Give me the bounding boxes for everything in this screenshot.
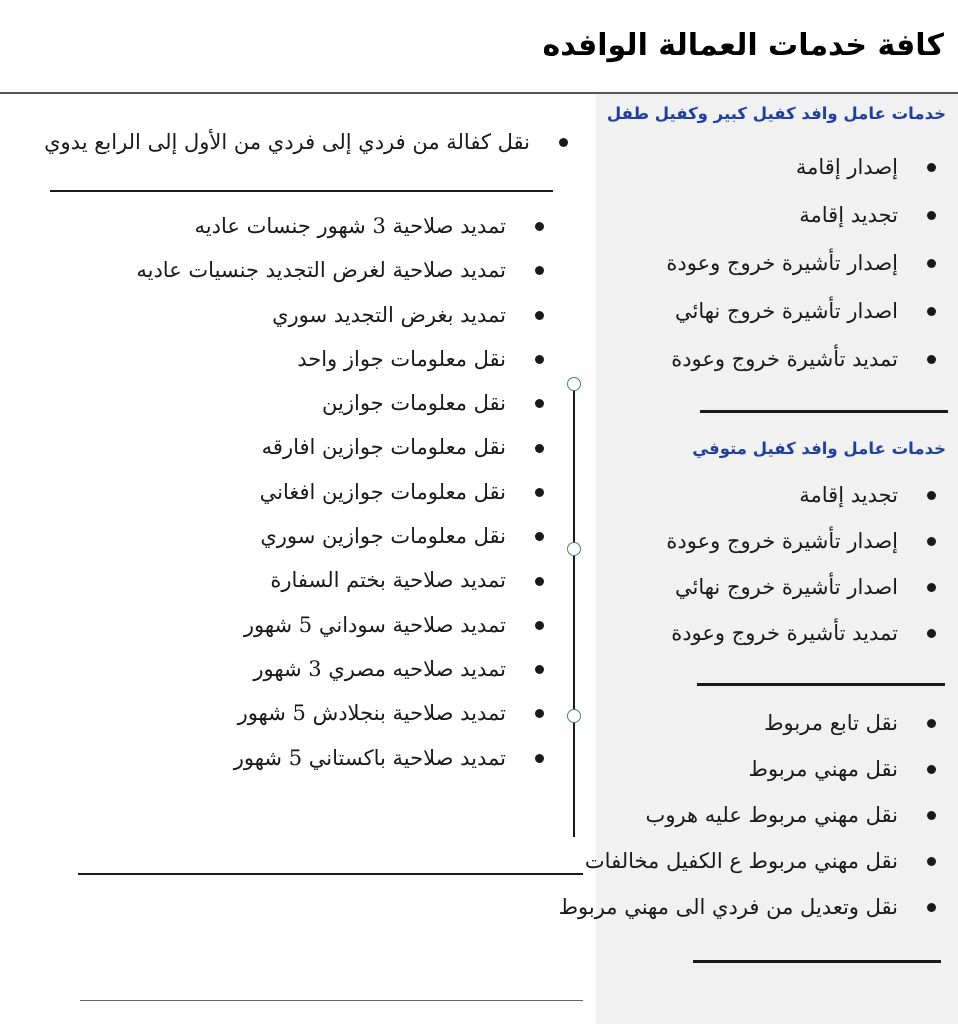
left-top-list <box>44 120 568 164</box>
list-item: تمديد صلاحية لغرض التجديد جنسيات عاديه <box>136 248 544 292</box>
bullet-icon <box>535 222 544 231</box>
connector-node <box>567 377 581 391</box>
list-item: إصدار تأشيرة خروج وعودة <box>666 518 936 564</box>
page-title: كافة خدمات العمالة الوافده <box>542 28 944 63</box>
list-item: تمديد صلاحيه مصري 3 شهور <box>136 647 544 691</box>
bullet-icon <box>927 163 936 172</box>
bullet-icon <box>535 355 544 364</box>
bullet-icon <box>927 811 936 820</box>
section3-list <box>559 700 936 930</box>
section2-list <box>666 472 936 656</box>
bullet-icon <box>927 537 936 546</box>
bullet-icon <box>927 765 936 774</box>
bullet-icon <box>535 311 544 320</box>
section-heading-adult-child-sponsor: خدمات عامل وافد كفيل كبير وكفيل طفل <box>606 104 946 123</box>
bullet-icon <box>535 532 544 541</box>
bullet-icon <box>927 629 936 638</box>
bullet-icon <box>927 491 936 500</box>
bullet-icon <box>535 399 544 408</box>
list-item: تمديد صلاحية بختم السفارة <box>136 558 544 602</box>
list-item: نقل معلومات جواز واحد <box>136 337 544 381</box>
bullet-icon <box>535 754 544 763</box>
bullet-icon <box>927 857 936 866</box>
list-item: إصدار تأشيرة خروج وعودة <box>666 239 936 287</box>
bullet-icon <box>927 583 936 592</box>
list-item: تمديد تأشيرة خروج وعودة <box>666 610 936 656</box>
bullet-icon <box>535 709 544 718</box>
bullet-icon <box>535 444 544 453</box>
bullet-icon <box>535 577 544 586</box>
bullet-icon <box>927 355 936 364</box>
list-item: نقل معلومات جوازين سوري <box>136 514 544 558</box>
list-item: نقل معلومات جوازين افارقه <box>136 425 544 469</box>
bullet-icon <box>927 903 936 912</box>
list-item: تجديد إقامة <box>666 472 936 518</box>
list-item: تمديد بغرض التجديد سوري <box>136 293 544 337</box>
bullet-icon <box>927 211 936 220</box>
list-item: تمديد صلاحية 3 شهور جنسات عاديه <box>136 204 544 248</box>
list-item: نقل تابع مربوط <box>559 700 936 746</box>
bullet-icon <box>535 266 544 275</box>
connector-node <box>567 709 581 723</box>
list-item: إصدار إقامة <box>666 143 936 191</box>
left-divider <box>80 1000 583 1001</box>
section-divider <box>700 410 948 413</box>
section-divider <box>693 960 941 963</box>
list-item: نقل معلومات جوازين <box>136 381 544 425</box>
list-item: نقل مهني مربوط عليه هروب <box>559 792 936 838</box>
left-divider <box>78 873 583 875</box>
bullet-icon <box>559 138 568 147</box>
bullet-icon <box>535 665 544 674</box>
list-item: نقل معلومات جوازين افغاني <box>136 470 544 514</box>
bullet-icon <box>927 259 936 268</box>
list-item: نقل مهني مربوط <box>559 746 936 792</box>
bullet-icon <box>535 621 544 630</box>
bullet-icon <box>927 307 936 316</box>
list-item: تمديد تأشيرة خروج وعودة <box>666 335 936 383</box>
list-item: تجديد إقامة <box>666 191 936 239</box>
bullet-icon <box>927 719 936 728</box>
list-item: نقل كفالة من فردي إلى فردي من الأول إلى الرابع يدوي <box>44 120 568 164</box>
vertical-connector-line <box>573 385 575 837</box>
list-item: تمديد صلاحية باكستاني 5 شهور <box>136 736 544 780</box>
list-item: نقل مهني مربوط ع الكفيل مخالفات <box>559 838 936 884</box>
bullet-icon <box>535 488 544 497</box>
list-item: اصدار تأشيرة خروج نهائي <box>666 564 936 610</box>
left-list <box>136 204 544 780</box>
list-item: اصدار تأشيرة خروج نهائي <box>666 287 936 335</box>
left-divider <box>50 190 553 192</box>
section-divider <box>697 683 945 686</box>
list-item: تمديد صلاحية سوداني 5 شهور <box>136 603 544 647</box>
section-heading-deceased-sponsor: خدمات عامل وافد كفيل متوفي <box>692 439 946 458</box>
section1-list <box>666 143 936 383</box>
connector-node <box>567 542 581 556</box>
list-item: تمديد صلاحية بنجلادش 5 شهور <box>136 691 544 735</box>
list-item: نقل وتعديل من فردي الى مهني مربوط <box>559 884 936 930</box>
